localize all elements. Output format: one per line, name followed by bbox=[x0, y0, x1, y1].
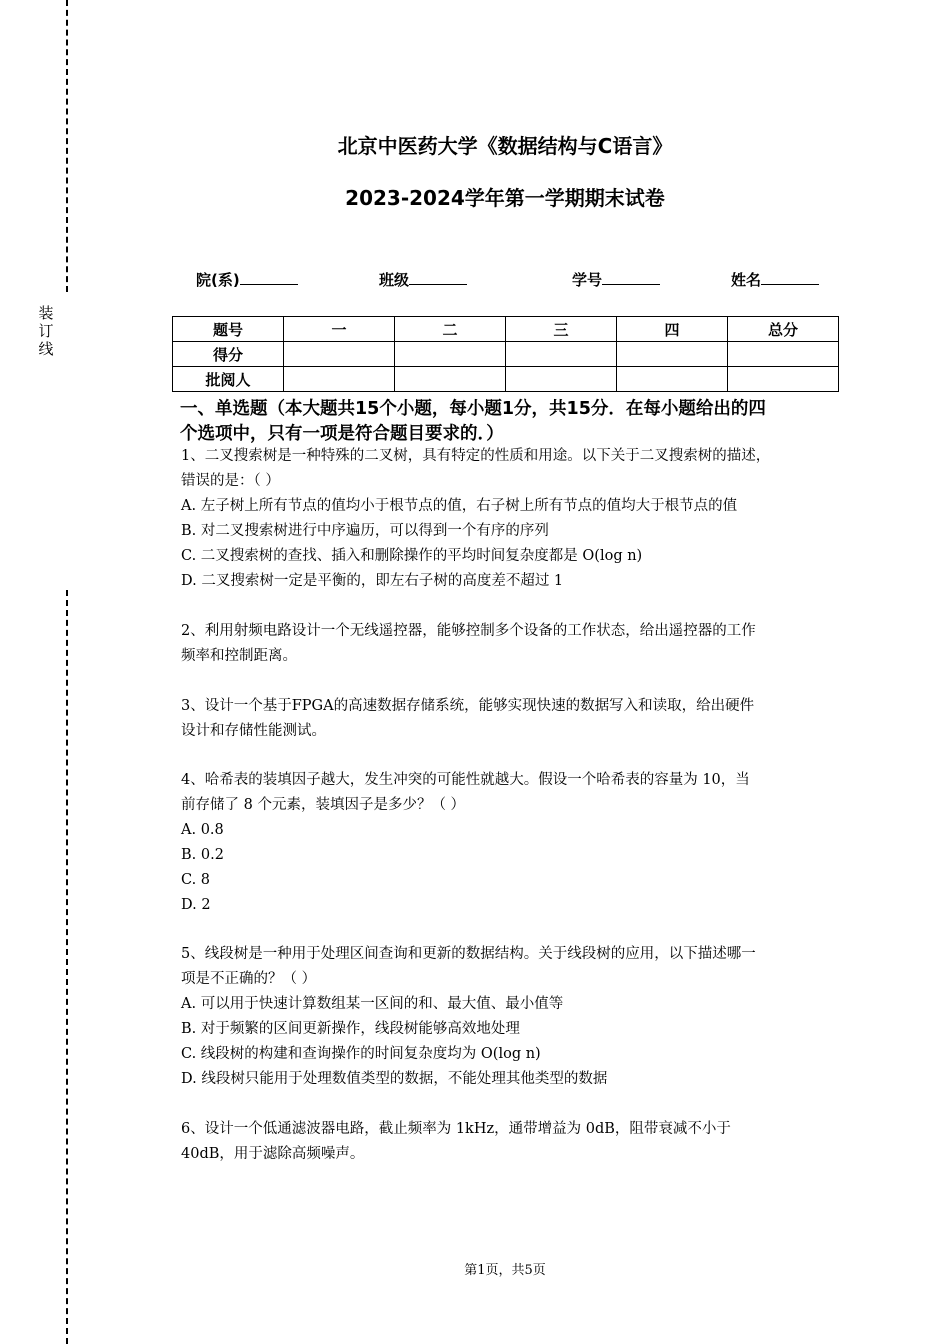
name-blank[interactable] bbox=[761, 270, 819, 285]
binding-char: 订 bbox=[38, 322, 54, 340]
q5-option-c: C. 线段树的构建和查询操作的时间复杂度均为 O(log n) bbox=[181, 1046, 541, 1062]
class-label: 班级 bbox=[379, 271, 410, 289]
score-row-label: 得分 bbox=[173, 342, 284, 367]
binding-char: 装 bbox=[38, 304, 54, 322]
q4-option-d: D. 2 bbox=[181, 897, 211, 913]
q5-option-a: A. 可以用于快速计算数组某一区间的和、最大值、最小值等 bbox=[181, 996, 564, 1012]
binding-dashed-line-bottom bbox=[66, 590, 68, 1344]
q2-stem-line: 频率和控制距离。 bbox=[181, 648, 297, 664]
binding-label bbox=[36, 304, 56, 358]
department-blank[interactable] bbox=[240, 270, 298, 285]
name-field[interactable] bbox=[731, 269, 819, 290]
student-id-label: 学号 bbox=[572, 271, 603, 289]
section-heading-line: 一、单选题（本大题共15个小题，每小题1分，共15分．在每小题给出的四 bbox=[180, 399, 766, 419]
class-blank[interactable] bbox=[409, 270, 467, 285]
q4-stem-line: 前存储了 8 个元素，装填因子是多少？（ ） bbox=[181, 797, 466, 813]
q5-option-d: D. 线段树只能用于处理数值类型的数据，不能处理其他类型的数据 bbox=[181, 1071, 608, 1087]
class-field[interactable] bbox=[379, 269, 467, 290]
score-header-cell: 四 bbox=[617, 317, 728, 342]
q1-option-d: D. 二叉搜索树一定是平衡的，即左右子树的高度差不超过 1 bbox=[181, 573, 564, 589]
q6-stem-line: 6、设计一个低通滤波器电路，截止频率为 1kHz，通带增益为 0dB，阻带衰减不小于 bbox=[181, 1121, 731, 1137]
reviewer-cell[interactable] bbox=[506, 367, 617, 392]
q1-option-a: A. 左子树上所有节点的值均小于根节点的值，右子树上所有节点的值均大于根节点的值 bbox=[181, 498, 738, 514]
q5-option-b: B. 对于频繁的区间更新操作，线段树能够高效地处理 bbox=[181, 1021, 520, 1037]
score-table bbox=[172, 316, 839, 392]
score-cell[interactable] bbox=[728, 342, 839, 367]
section-heading bbox=[180, 397, 840, 447]
page-number: 第1页，共5页 bbox=[464, 1263, 546, 1278]
q1-stem-line: 错误的是：（ ） bbox=[181, 473, 280, 489]
reviewer-cell[interactable] bbox=[617, 367, 728, 392]
q4-option-a: A. 0.8 bbox=[181, 822, 224, 838]
reviewer-row-label: 批阅人 bbox=[173, 367, 284, 392]
score-cell[interactable] bbox=[506, 342, 617, 367]
score-table-header-row bbox=[173, 317, 839, 342]
student-id-blank[interactable] bbox=[602, 270, 660, 285]
score-cell[interactable] bbox=[617, 342, 728, 367]
score-header-cell: 一 bbox=[284, 317, 395, 342]
exam-title: 北京中医药大学《数据结构与C语言》 bbox=[337, 134, 673, 158]
student-id-field[interactable] bbox=[572, 269, 660, 290]
q4-option-c: C. 8 bbox=[181, 872, 211, 888]
binding-char: 线 bbox=[38, 340, 54, 358]
exam-subtitle: 2023-2024学年第一学期期末试卷 bbox=[345, 186, 665, 210]
q6-stem-line: 40dB，用于滤除高频噪声。 bbox=[181, 1146, 365, 1162]
score-row bbox=[173, 342, 839, 367]
q4-option-b: B. 0.2 bbox=[181, 847, 224, 863]
department-field[interactable] bbox=[196, 269, 298, 290]
q5-stem-line: 5、线段树是一种用于处理区间查询和更新的数据结构。关于线段树的应用，以下描述哪一 bbox=[181, 946, 756, 962]
q1-option-c: C. 二叉搜索树的查找、插入和删除操作的平均时间复杂度都是 O(log n) bbox=[181, 548, 643, 564]
section-heading-line: 个选项中，只有一项是符合题目要求的．） bbox=[180, 424, 504, 444]
q3-stem-line: 3、设计一个基于FPGA的高速数据存储系统，能够实现快速的数据写入和读取，给出硬件 bbox=[181, 698, 755, 714]
score-header-cell: 题号 bbox=[173, 317, 284, 342]
name-label: 姓名 bbox=[731, 271, 762, 289]
score-cell[interactable] bbox=[395, 342, 506, 367]
q3-stem-line: 设计和存储性能测试。 bbox=[181, 723, 326, 739]
score-header-cell: 二 bbox=[395, 317, 506, 342]
q1-stem-line: 1、二叉搜索树是一种特殊的二叉树，具有特定的性质和用途。以下关于二叉搜索树的描述， bbox=[181, 448, 771, 464]
q4-stem-line: 4、哈希表的装填因子越大，发生冲突的可能性就越大。假设一个哈希表的容量为 10，当 bbox=[181, 772, 750, 788]
department-label: 院(系) bbox=[196, 271, 240, 289]
score-header-cell: 总分 bbox=[728, 317, 839, 342]
q2-stem-line: 2、利用射频电路设计一个无线遥控器，能够控制多个设备的工作状态，给出遥控器的工作 bbox=[181, 623, 756, 639]
score-header-cell: 三 bbox=[506, 317, 617, 342]
q1-option-b: B. 对二叉搜索树进行中序遍历，可以得到一个有序的序列 bbox=[181, 523, 549, 539]
reviewer-cell[interactable] bbox=[728, 367, 839, 392]
reviewer-row bbox=[173, 367, 839, 392]
reviewer-cell[interactable] bbox=[395, 367, 506, 392]
q5-stem-line: 项是不正确的？（ ） bbox=[181, 971, 317, 987]
score-cell[interactable] bbox=[284, 342, 395, 367]
reviewer-cell[interactable] bbox=[284, 367, 395, 392]
